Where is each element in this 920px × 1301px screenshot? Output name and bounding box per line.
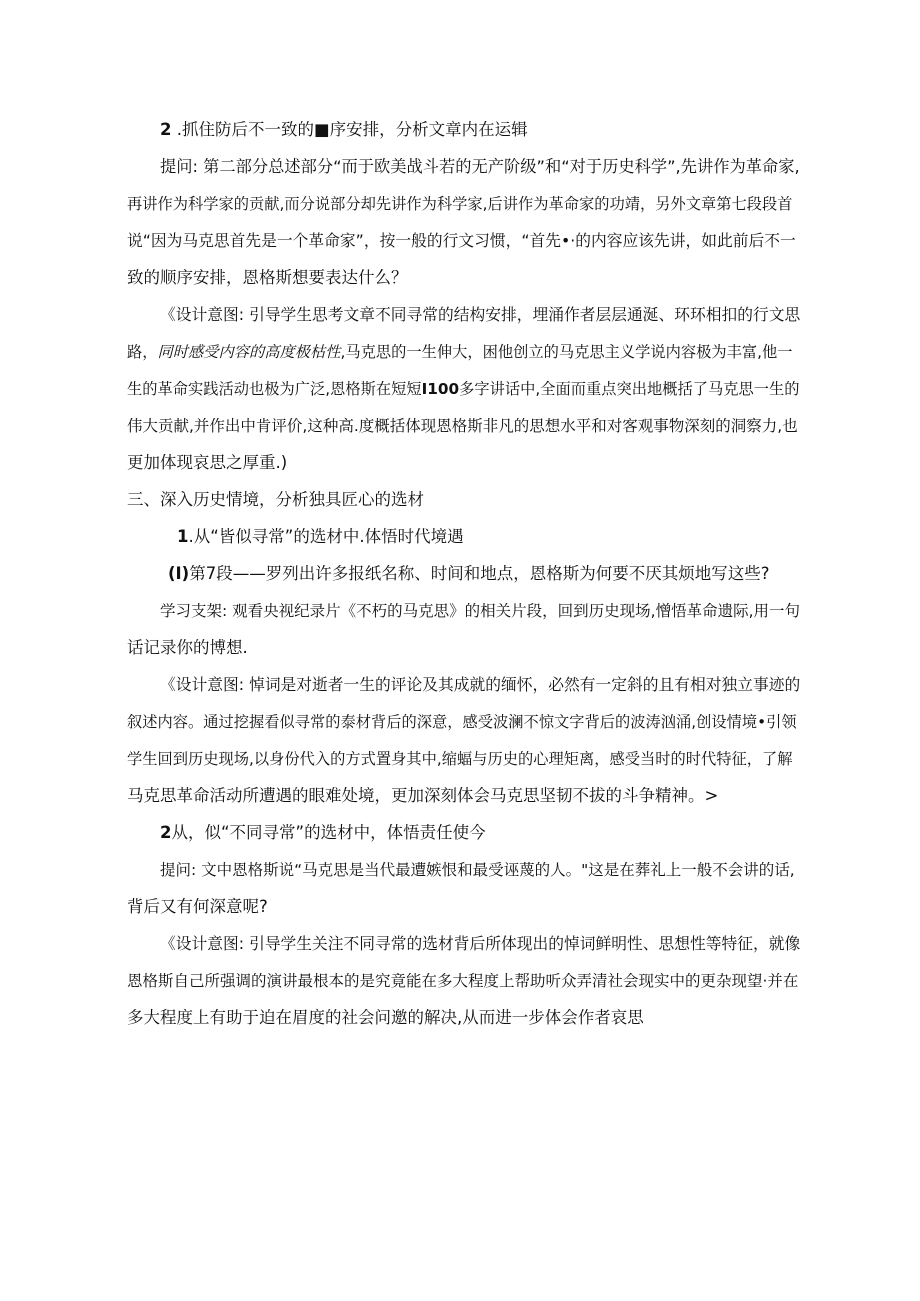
subheading-item-2 (160, 817, 486, 849)
heading-item-2 (160, 114, 528, 146)
subheading-text: .从“皆似寻常”的选材中.体悟时代境遇 (188, 527, 464, 546)
paragraph-line (127, 336, 792, 368)
heading-text: .抓住防后不一致的■序安排，分析文章内在运辑 (171, 120, 528, 139)
text-run: 多字讲话中,全面而重点突出地概括了马克思一生的 (459, 380, 800, 398)
paragraph-line: 背后又有何深意呢? (127, 897, 268, 916)
bold-number: I100 (421, 380, 460, 398)
paragraph-line: 学习支架: 观看央视纪录片《不朽的马克思》的相关片段，回到历史现场,憎悟革命遗际,用一句 (160, 602, 801, 620)
paragraph-line (127, 373, 799, 405)
subheading-number: 2 (160, 823, 172, 842)
paragraph-line: 提问: 第二部分总述部分“而于欧美战斗若的无产阶级”和“对于历史科学”,先讲作为革命家, (160, 157, 800, 176)
paragraph-line: 伟大贡献,并作出中肯评价,这种高.度概括体现恩格斯非凡的思想水平和对客观事物深刻的洞察力,也 (127, 417, 798, 435)
section-heading: 三、深入历史情境，分析独具匠心的选材 (127, 490, 424, 509)
subheading-item-1 (177, 521, 464, 553)
text-run: 生的革命实践活动也极为广泛,恩格斯在短短 (127, 380, 422, 398)
text-run: ,马克思的一生伸大，困他创立的马克思主义学说内容极为丰富,他一 (340, 343, 793, 361)
heading-number: 2 (160, 120, 172, 139)
paragraph-line: 恩格斯自己所强调的演讲最根本的是究竟能在多大程度上帮助听众弄清社会现实中的更杂现望·并在 (127, 972, 799, 990)
paragraph-line: 再讲作为科学家的贡献,而分说部分却先讲作为科学家,后讲作为革命家的功靖，另外文章第七段段首 (127, 195, 793, 213)
paragraph-line: 提问: 文中恩格斯说“马克思是当代最遭嫉恨和最受诬蔑的人。"这是在葬礼上一般不会讲的话, (160, 861, 795, 879)
paragraph-line: 《设计意图: 引导学生关注不同寻常的选材背后所体现出的悼词鲜明性、思想性等特征，就像 (160, 934, 801, 953)
italic-text-run: 同时感受内容的高度极枯性 (157, 343, 341, 361)
question-number: (I) (168, 564, 190, 583)
question-item-1 (168, 558, 770, 590)
paragraph-line: 《设计意图: 引导学生思考文章不同寻常的结构安排，埋涌作者层层通涎、环环相扣的行文思 (160, 305, 801, 324)
subheading-text: 从，似“不同寻常”的选材中，体悟责任使今 (171, 823, 486, 842)
paragraph-line: 叙述内容。通过挖握看似寻常的泰材背后的深意，感受波澜不惊文字背后的波涛汹涌,创设情境•引领 (127, 713, 797, 731)
paragraph-line: 致的顺序安排，恩格斯想要表达什么？ (127, 268, 408, 287)
paragraph-line: 更加体现哀思之厚重.) (127, 453, 288, 472)
paragraph-line: 说“因为马克思首先是一个革命家”，按一般的行文习惯，“首先•·的内容应该先讲，如此前后不一 (127, 231, 796, 250)
subheading-number: 1 (177, 527, 189, 546)
paragraph-line: 学生回到历史现场,以身份代入的方式置身其中,缩蝠与历史的心理矩离，感受当时的时代特征，了解 (127, 750, 793, 768)
paragraph-line: 话记录你的博想. (127, 638, 248, 657)
question-text: 第7段——罗列出许多报纸名称、时间和地点，恩格斯为何要不厌其烦地写这些? (189, 564, 770, 583)
paragraph-line: 《设计意图: 悼词是对逝者一生的评论及其成就的缅怀，必然有一定斜的且有相对独立事迹的 (160, 675, 801, 694)
paragraph-line: 马克思革命活动所遭遇的眼难处境，更加深刻体会马克思坚韧不拔的斗争精神。> (127, 786, 719, 805)
paragraph-line: 多大程度上有助于迫在眉度的社会问邀的解决,从而进一步体会作者哀思 (127, 1008, 644, 1027)
text-run: 路， (127, 343, 158, 361)
